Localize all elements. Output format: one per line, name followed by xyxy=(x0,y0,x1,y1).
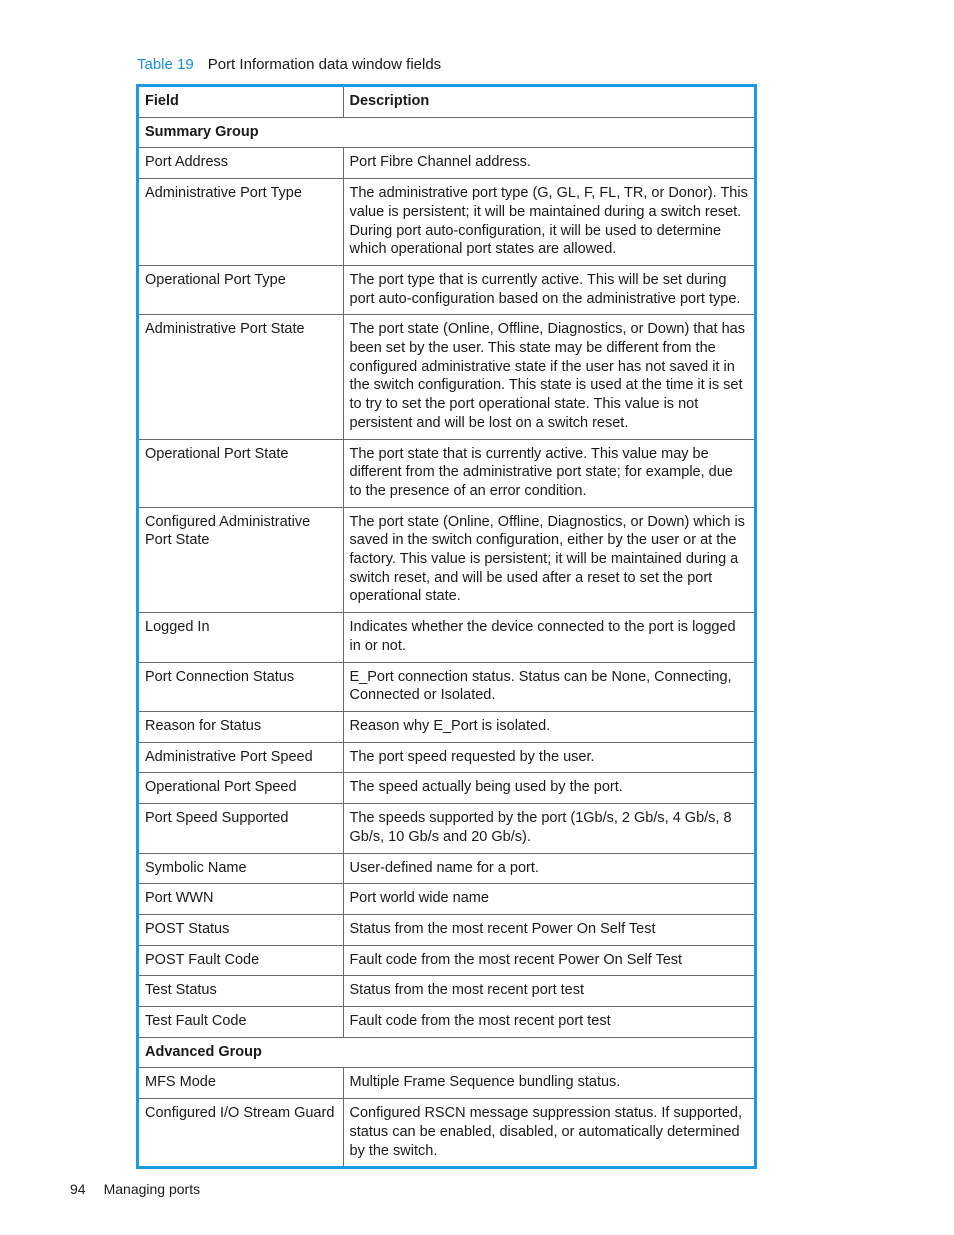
description-cell: Port Fibre Channel address. xyxy=(343,148,754,179)
page-footer xyxy=(70,1180,200,1198)
table-row xyxy=(139,148,754,179)
description-cell: The port speed requested by the user. xyxy=(343,742,754,773)
field-cell: Operational Port Type xyxy=(139,265,343,314)
description-cell: Indicates whether the device connected to the port is logged in or not. xyxy=(343,613,754,662)
table-row xyxy=(139,1099,754,1167)
table-header-row xyxy=(139,87,754,117)
description-cell: Fault code from the most recent Power On Self Test xyxy=(343,945,754,976)
table-caption xyxy=(137,56,441,74)
field-cell: Configured Administrative Port State xyxy=(139,507,343,613)
table-row xyxy=(139,711,754,742)
port-information-table xyxy=(136,84,757,1169)
field-cell: Operational Port Speed xyxy=(139,773,343,804)
page-number: 94 xyxy=(70,1181,86,1197)
field-cell: Reason for Status xyxy=(139,711,343,742)
table-title: Port Information data window fields xyxy=(207,56,442,73)
field-cell: POST Fault Code xyxy=(139,945,343,976)
description-cell: The port state (Online, Offline, Diagnostics, or Down) that has been set by the user. This state may be different from the configured administrative state if the user has not saved it in the switch configuration. This state is used at the time it is set to try to set the port operational state. This value is not persistent and will be lost on a switch reset. xyxy=(343,315,754,439)
table-row xyxy=(139,507,754,613)
table-row xyxy=(139,439,754,507)
description-cell: The port type that is currently active. This will be set during port auto-configuration based on the administrative port type. xyxy=(343,265,754,314)
description-cell: Multiple Frame Sequence bundling status. xyxy=(343,1068,754,1099)
table-row xyxy=(139,265,754,314)
description-column-header: Description xyxy=(343,87,754,117)
description-cell: The administrative port type (G, GL, F, FL, TR, or Donor). This value is persistent; it will be maintained during a switch reset. During port auto-configuration, it will be used to determine which operational port states are allowed. xyxy=(343,179,754,266)
table-row xyxy=(139,662,754,711)
field-column-header: Field xyxy=(139,87,343,117)
table-body xyxy=(139,117,754,1166)
table-row xyxy=(139,914,754,945)
description-cell: Status from the most recent Power On Self Test xyxy=(343,914,754,945)
field-cell: MFS Mode xyxy=(139,1068,343,1099)
table-row xyxy=(139,315,754,439)
field-cell: POST Status xyxy=(139,914,343,945)
field-cell: Symbolic Name xyxy=(139,853,343,884)
field-cell: Port Address xyxy=(139,148,343,179)
description-cell: Status from the most recent port test xyxy=(343,976,754,1007)
field-cell: Administrative Port Speed xyxy=(139,742,343,773)
table-row xyxy=(139,976,754,1007)
table-row xyxy=(139,804,754,853)
field-cell: Operational Port State xyxy=(139,439,343,507)
group-heading: Advanced Group xyxy=(139,1037,754,1068)
table-row xyxy=(139,613,754,662)
description-cell: Reason why E_Port is isolated. xyxy=(343,711,754,742)
field-cell: Configured I/O Stream Guard xyxy=(139,1099,343,1167)
description-cell: Configured RSCN message suppression status. If supported, status can be enabled, disabled, or automatically determined by the switch. xyxy=(343,1099,754,1167)
table-number: Table 19 xyxy=(137,56,194,73)
table-row xyxy=(139,742,754,773)
table-row xyxy=(139,1068,754,1099)
description-cell: Fault code from the most recent port test xyxy=(343,1007,754,1038)
field-cell: Logged In xyxy=(139,613,343,662)
field-cell: Test Fault Code xyxy=(139,1007,343,1038)
table-row xyxy=(139,773,754,804)
group-row xyxy=(139,117,754,148)
section-name: Managing ports xyxy=(103,1181,201,1197)
field-cell: Port Speed Supported xyxy=(139,804,343,853)
group-row xyxy=(139,1037,754,1068)
table-row xyxy=(139,853,754,884)
description-cell: Port world wide name xyxy=(343,884,754,915)
description-cell: The port state that is currently active. This value may be different from the administrative port state; for example, due to the presence of an error condition. xyxy=(343,439,754,507)
description-cell: The speeds supported by the port (1Gb/s, 2 Gb/s, 4 Gb/s, 8 Gb/s, 10 Gb/s and 20 Gb/s). xyxy=(343,804,754,853)
table-row xyxy=(139,884,754,915)
description-cell: The port state (Online, Offline, Diagnostics, or Down) which is saved in the switch configuration, either by the user or at the factory. This value is persistent; it will be maintained during a switch reset, and will be used after a reset to set the port operational state. xyxy=(343,507,754,613)
table-row xyxy=(139,945,754,976)
field-cell: Port Connection Status xyxy=(139,662,343,711)
group-heading: Summary Group xyxy=(139,117,754,148)
field-cell: Administrative Port Type xyxy=(139,179,343,266)
table-row xyxy=(139,1007,754,1038)
table-row xyxy=(139,179,754,266)
field-cell: Test Status xyxy=(139,976,343,1007)
description-cell: E_Port connection status. Status can be None, Connecting, Connected or Isolated. xyxy=(343,662,754,711)
description-cell: User-defined name for a port. xyxy=(343,853,754,884)
field-cell: Administrative Port State xyxy=(139,315,343,439)
field-cell: Port WWN xyxy=(139,884,343,915)
description-cell: The speed actually being used by the port. xyxy=(343,773,754,804)
